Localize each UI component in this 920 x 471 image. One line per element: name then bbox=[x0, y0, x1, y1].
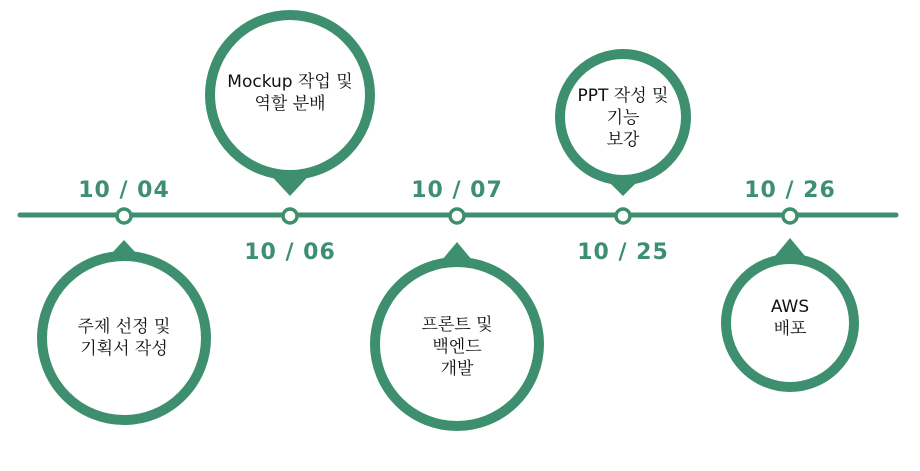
date-label-2: 10 / 06 bbox=[244, 240, 336, 265]
milestone-text-5-line-2: 배포 bbox=[773, 319, 807, 339]
date-label-5: 10 / 26 bbox=[744, 178, 836, 203]
milestone-text-3 bbox=[382, 297, 532, 397]
timeline-node-1 bbox=[117, 209, 131, 223]
milestone-text-3-line-3: 개발 bbox=[440, 359, 474, 380]
milestone-text-3-line-1: 프론트 및 bbox=[421, 314, 493, 335]
timeline-node-4 bbox=[616, 209, 630, 223]
milestone-text-5 bbox=[740, 288, 840, 348]
milestone-text-4 bbox=[558, 72, 688, 164]
milestone-text-1 bbox=[44, 300, 204, 376]
timeline-node-5 bbox=[783, 209, 797, 223]
milestone-text-4-line-3: 보강 bbox=[606, 130, 640, 151]
milestone-text-3-line-2: 백엔드 bbox=[432, 336, 482, 357]
milestone-text-4-line-2: 기능 bbox=[606, 107, 640, 128]
milestone-text-4-line-1: PPT 작성 및 bbox=[577, 85, 669, 106]
milestone-text-5-line-1: AWS bbox=[770, 296, 810, 317]
milestone-text-1-line-2: 기획서 작성 bbox=[80, 339, 168, 359]
milestone-text-1-line-1: 주제 선정 및 bbox=[77, 316, 171, 337]
date-label-4: 10 / 25 bbox=[577, 240, 669, 265]
date-label-3: 10 / 07 bbox=[411, 178, 503, 203]
timeline-node-3 bbox=[450, 209, 464, 223]
milestone-text-2-line-1: Mockup 작업 및 bbox=[227, 71, 353, 92]
milestone-text-2-line-2: 역할 분배 bbox=[254, 94, 326, 114]
timeline-node-2 bbox=[283, 209, 297, 223]
milestone-text-2 bbox=[205, 58, 375, 128]
date-label-1: 10 / 04 bbox=[78, 178, 170, 203]
